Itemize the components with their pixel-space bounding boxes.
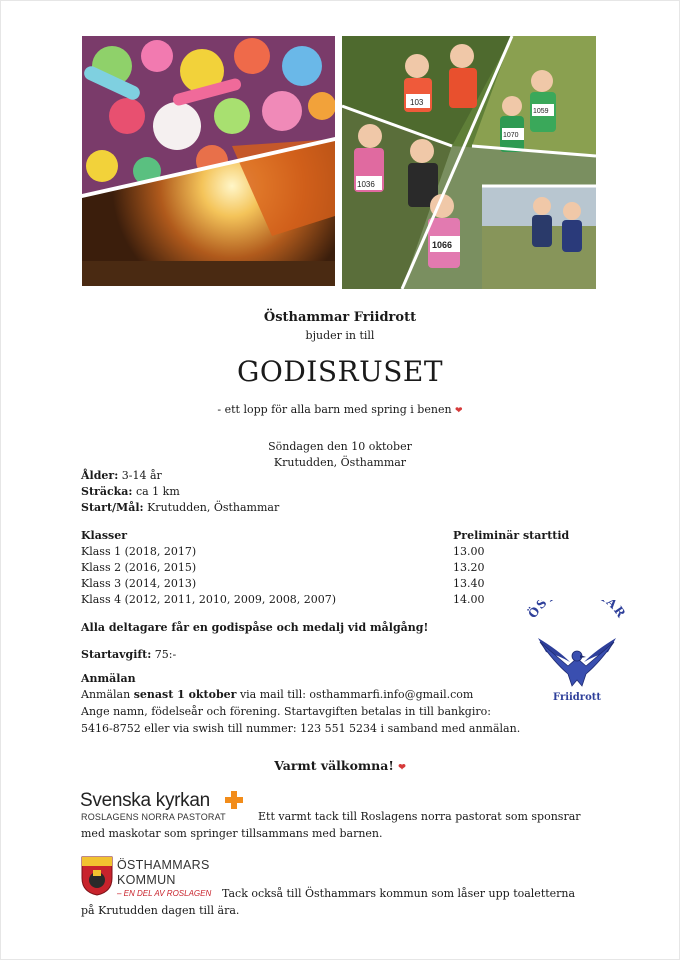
welcome-line bbox=[0, 758, 680, 773]
invite-line: bjuder in till bbox=[305, 329, 375, 342]
age-label: Ålder: bbox=[81, 469, 119, 482]
kommun-crest-icon bbox=[81, 856, 113, 896]
prize-line: Alla deltagare får en godispåse och medalj vid målgång! bbox=[81, 621, 429, 634]
bib-1059: 1059 bbox=[533, 108, 549, 115]
heart-icon: ❤ bbox=[398, 763, 406, 773]
class-row-name: Klass 2 (2016, 2015) bbox=[81, 561, 197, 574]
class-row-time: 13.40 bbox=[453, 577, 485, 590]
welcome-text: Varmt välkomna! bbox=[274, 758, 394, 773]
sponsor2-thanks-line-1: Tack också till Östhammars kommun som låser upp toaletterna bbox=[222, 887, 576, 900]
start-finish-value: Krutudden, Östhammar bbox=[147, 501, 280, 514]
svenska-kyrkan-logo-text: Svenska kyrkan bbox=[80, 790, 210, 811]
sponsor2-thanks-line-2: på Krutudden dagen till ära. bbox=[81, 904, 240, 917]
candy-autumn-image bbox=[82, 36, 335, 286]
svenska-kyrkan-logo-subtitle: ROSLAGENS NORRA PASTORAT bbox=[81, 812, 226, 822]
kids-running-image bbox=[342, 36, 596, 289]
sponsor1-thanks-line-1: Ett varmt tack till Roslagens norra pastorat som sponsrar bbox=[258, 810, 581, 823]
church-cross-icon bbox=[224, 790, 244, 810]
bib-1070: 1070 bbox=[503, 132, 519, 139]
kommun-logo-word-2: KOMMUN bbox=[117, 873, 176, 887]
sponsor1-thanks-line-2: med maskotar som springer tillsammans med barnen. bbox=[81, 827, 383, 840]
fee-value: 75:- bbox=[154, 648, 177, 661]
distance-value: ca 1 km bbox=[135, 485, 180, 498]
registration-deadline: senast 1 oktober bbox=[133, 688, 237, 701]
distance-label: Sträcka: bbox=[81, 485, 133, 498]
class-row-name: Klass 4 (2012, 2011, 2010, 2009, 2008, 2007) bbox=[81, 593, 337, 606]
start-finish-line bbox=[81, 501, 279, 514]
start-time-header: Preliminär starttid bbox=[453, 529, 570, 542]
class-row-name: Klass 1 (2018, 2017) bbox=[81, 545, 197, 558]
kids-race-photo-collage bbox=[342, 36, 596, 289]
registration-heading: Anmälan bbox=[81, 672, 136, 685]
age-line bbox=[81, 469, 162, 482]
organizer-name: Östhammar Friidrott bbox=[263, 310, 417, 325]
start-finish-label: Start/Mål: bbox=[81, 501, 144, 514]
registration-line-3: 5416-8752 eller via swish till nummer: 123 551 5234 i samband med anmälan. bbox=[81, 722, 521, 735]
class-row-time: 13.00 bbox=[453, 545, 485, 558]
club-logo bbox=[520, 600, 630, 710]
registration-email: via mail till: osthammarfi.info@gmail.com bbox=[236, 688, 474, 701]
event-date: Söndagen den 10 oktober bbox=[268, 440, 412, 453]
subtitle-text: - ett lopp för alla barn med spring i benen bbox=[217, 403, 452, 416]
event-venue: Krutudden, Östhammar bbox=[273, 456, 407, 469]
fee-line bbox=[81, 648, 176, 661]
bib-1066: 1066 bbox=[432, 240, 453, 250]
eagle-logo-icon bbox=[520, 600, 630, 710]
kommun-logo-word-1: ÖSTHAMMARS bbox=[117, 858, 210, 872]
bib-103: 103 bbox=[410, 98, 424, 107]
svg-text:ÖSTHAMMAR bbox=[524, 600, 629, 621]
bib-1036: 1036 bbox=[357, 180, 375, 189]
event-title: GODISRUSET bbox=[237, 355, 443, 388]
club-logo-top-text: ÖS AR bbox=[525, 600, 629, 621]
class-row-time: 13.20 bbox=[453, 561, 485, 574]
fee-label: Startavgift: bbox=[81, 648, 152, 661]
class-row-name: Klass 3 (2014, 2013) bbox=[81, 577, 197, 590]
club-logo-bottom-text: Friidrott bbox=[553, 692, 601, 703]
registration-line1-a: Anmälan bbox=[81, 688, 134, 701]
distance-line bbox=[81, 485, 180, 498]
event-subtitle bbox=[0, 403, 680, 416]
class-row-time: 14.00 bbox=[453, 593, 485, 606]
age-value: 3-14 år bbox=[121, 469, 162, 482]
classes-header: Klasser bbox=[81, 529, 128, 542]
candy-autumn-photo-collage bbox=[82, 36, 335, 286]
registration-line-1 bbox=[81, 688, 473, 701]
kommun-logo-tagline: – EN DEL AV ROSLAGEN bbox=[117, 889, 212, 898]
registration-line-2: Ange namn, födelseår och förening. Startavgiften betalas in till bankgiro: bbox=[81, 705, 491, 718]
heart-icon: ❤ bbox=[455, 406, 463, 416]
